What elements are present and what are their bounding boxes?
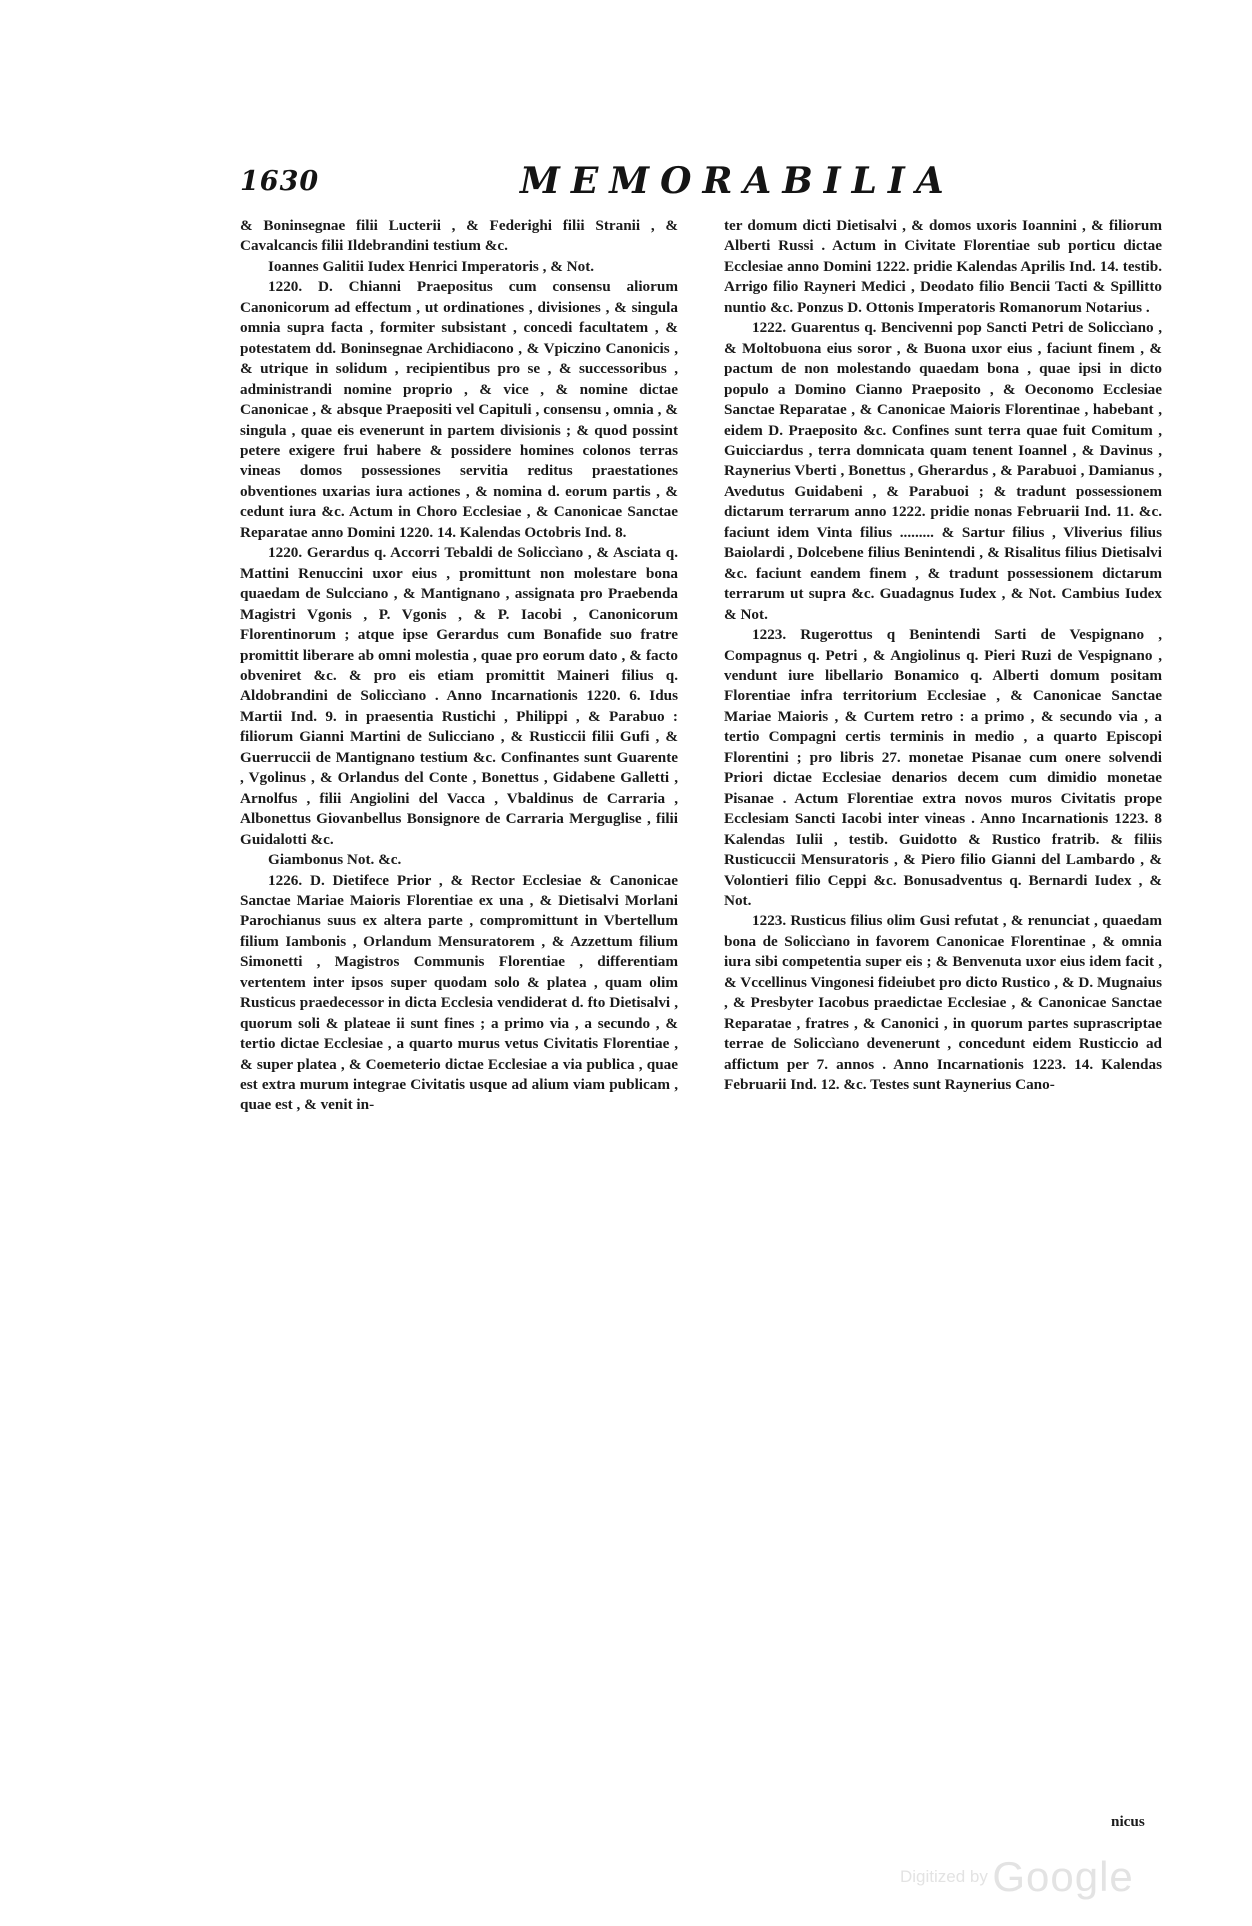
right-column: [724, 216, 1162, 1095]
watermark-logo: Google: [992, 1853, 1134, 1900]
left-paragraph-5: Giambonus Not. &c.: [268, 851, 402, 869]
right-paragraph-3: 1223. Rugerottus q Benintendi Sarti de Vespignano , Compagnus q. Petri , & Angiolinus q. Pieri Ruzi de Vespignano , vendunt iure libellario Bonamico q. Alberti domum positam Florentiae infra territorium Ecclesiae , & Canonicae Sanctae Mariae Maioris , & Curtem retro : a primo , & secundo via , a tertio Compagni certis terminis in medio , a quarto Episcopi Florentini ; pro libris 27. monetae Pisanae cum onere solvendi Priori dictae Ecclesiae denarios decem cum dimidio monetae Pisanae . Actum Florentiae extra novos muros Civitatis prope Ecclesiam Sancti Iacobi inter vineas . Anno Incarnationis 1223. 8 Kalendas Iulii , testib. Guidotto & Rustico fratrib. & filiis Rusticuccii Mensuratoris , & Piero filio Gianni del Lambardo , & Volontieri filio Ceppi &c. Bonusadventus q. Bernardi Iudex , & Not.: [724, 626, 1162, 909]
left-paragraph-3: 1220. D. Chianni Praepositus cum consensu aliorum Canonicorum ad effectum , ut ordinationes , divisiones , & singula omnia supra facta , formiter subsistant , concedi facultatem , & potestatem dd. Boninsegnae Archidiacono , & Vpiczino Canonicis , & utrique in solidum , recipientibus pro se , & successoribus , administrandi nomine proprio , & vice , & nomine dictae Canonicae , & absque Praepositi vel Capituli , consensu , omnia , & singula , quae eis evenerunt in partem divisionis ; & quod possint petere exigere frui habere & possidere homines colonos terras vineas domos possessiones servitia reditus praestationes obventiones uxarias iura actiones , & nomina d. eorum partis , & cedunt iura &c. Actum in Choro Ecclesiae , & Canonicae Sanctae Reparatae anno Domini 1220. 14. Kalendas Octobris Ind. 8.: [240, 278, 678, 541]
left-paragraph-4: 1220. Gerardus q. Accorri Tebaldi de Soliccìano , & Asciata q. Mattini Renuccini uxor eius , promittunt non molestare bona quaedam de Sulcciano , & Mantignano , assignata pro Praebenda Magistri Vgonis , P. Vgonis , & P. Iacobi , Canonicorum Florentinorum ; atque ipse Gerardus cum Bonafide suo fratre promittit liberare ab omni molestia , quae pro eorum dato , & facto obveniret &c. & pro eis etiam promittit Maineri filius q. Aldobrandini de Soliccìano . Anno Incarnationis 1220. 6. Idus Martii Ind. 9. in praesentia Rustichi , Philippi , & Parabuo : filiorum Gianni Martini de Sulicciano , & Rusticcii filii Gufi , & Guerruccii de Mantignano testium &c. Confinantes sunt Guarente , Vgolinus , & Orlandus del Conte , Bonettus , Gidabene Galletti , Arnolfus , filii Angiolini del Vacca , Vbaldinus de Carraria , Albonettus Giovanbellus Bonsignore de Carraria Merguglise , filii Guidalotti &c.: [240, 544, 678, 848]
page-header: [240, 160, 955, 204]
running-title: MEMORABILIA: [520, 160, 955, 202]
right-paragraph-2: 1222. Guarentus q. Bencivenni pop Sancti Petri de Soliccìano , & Moltobuona eius soror , & Buona uxor eius , faciunt finem , & pactum de non molestando quaedam bona , quae ipsi in dicto populo a Domino Cianno Praeposito , & Oeconomo Ecclesiae Sanctae Reparatae , & Canonicae Maioris Florentinae , habebant , eidem D. Praeposito &c. Confines sunt terra quae fuit Comitum , Guicciardus , terra domnicata quam tenent Ioannel , & Davinus , Raynerius Vberti , Bonettus , Gherardus , & Parabuoi , Damianus , Avedutus Guidabeni , & Parabuoi ; & tradunt possessionem dictarum terrarum anno 1222. pridie nonas Februarii Ind. 11. &c. faciunt idem Vinta filius ......... & Sartur filius , Vliverius filius Baiolardi , Dolcebene filius Benintendi , & Risalitus filius Dietisalvi &c. faciunt eandem finem , & tradunt possessionem dictarum terrarum ut supra &c. Guadagnus Iudex , & Not. Cambius Iudex & Not.: [724, 319, 1162, 623]
left-paragraph-1: & Boninsegnae filii Lucterii , & Federighi filii Stranii , & Cavalcancis filii Ildebrandini testium &c.: [240, 217, 678, 255]
catchword: nicus: [1111, 1813, 1145, 1830]
watermark-prefix: Digitized by: [900, 1867, 988, 1886]
page-number: 1630: [240, 166, 320, 197]
right-paragraph-1: ter domum dicti Dietisalvi , & domos uxoris Ioannini , & filiorum Alberti Russi . Actum in Civitate Florentiae sub porticu dictae Ecclesiae anno Domini 1222. pridie Kalendas Aprilis Ind. 14. testib. Arrigo filio Rayneri Medici , Deodato filio Bencii Tacti & Spillitto nuntio &c. Ponzus D. Ottonis Imperatoris Romanorum Notarius .: [724, 217, 1162, 316]
left-paragraph-6: 1226. D. Dietifece Prior , & Rector Ecclesiae & Canonicae Sanctae Mariae Maioris Florentiae ex una , & Dietisalvi Morlani Parochianus suus ex altera parte , compromittunt in Vbertellum filium Iambonis , Orlandum Mensuratorem , & Azzettum filium Simonetti , Magistros Communis Florentiae , differentiam vertentem inter ipsos super quodam solo & platea , quam olim Rusticus praedecessor in dicta Ecclesia vendiderat d. fto Dietisalvi , quorum soli & plateae ii sunt fines ; a primo via , a secundo , & tertio dictae Ecclesiae , a quarto murus vetus Civitatis Florentiae , & super platea , & Coemeterio dictae Ecclesiae a via publica , quae est extra murum integrae Civitatis usque ad alium viam publicam , quae est , & venit in-: [240, 871, 678, 1114]
digitization-watermark: [900, 1853, 1134, 1901]
left-column: [240, 216, 678, 1116]
right-paragraph-4: 1223. Rusticus filius olim Gusi refutat , & renunciat , quaedam bona de Soliccìano in favorem Canonicae Florentinae , & omnia iura sibi competentia super eis ; & Benvenuta uxor eius idem facit , & Vccellinus Vingonesi fideiubet pro dicto Rustico , & D. Mugnaius , & Presbyter Iacobus praedictae Ecclesiae , & Canonicae Sanctae Reparatae , fratres , & Canonici , in quorum partes suprascriptae terrae de Soliccìano devenerunt , concedunt eidem Rusticcio ad affictum per 7. annos . Anno Incarnationis 1223. 14. Kalendas Februarii Ind. 12. &c. Testes sunt Raynerius Cano-: [724, 912, 1162, 1094]
left-paragraph-2: Ioannes Galitii Iudex Henrici Imperatoris , & Not.: [268, 257, 595, 275]
